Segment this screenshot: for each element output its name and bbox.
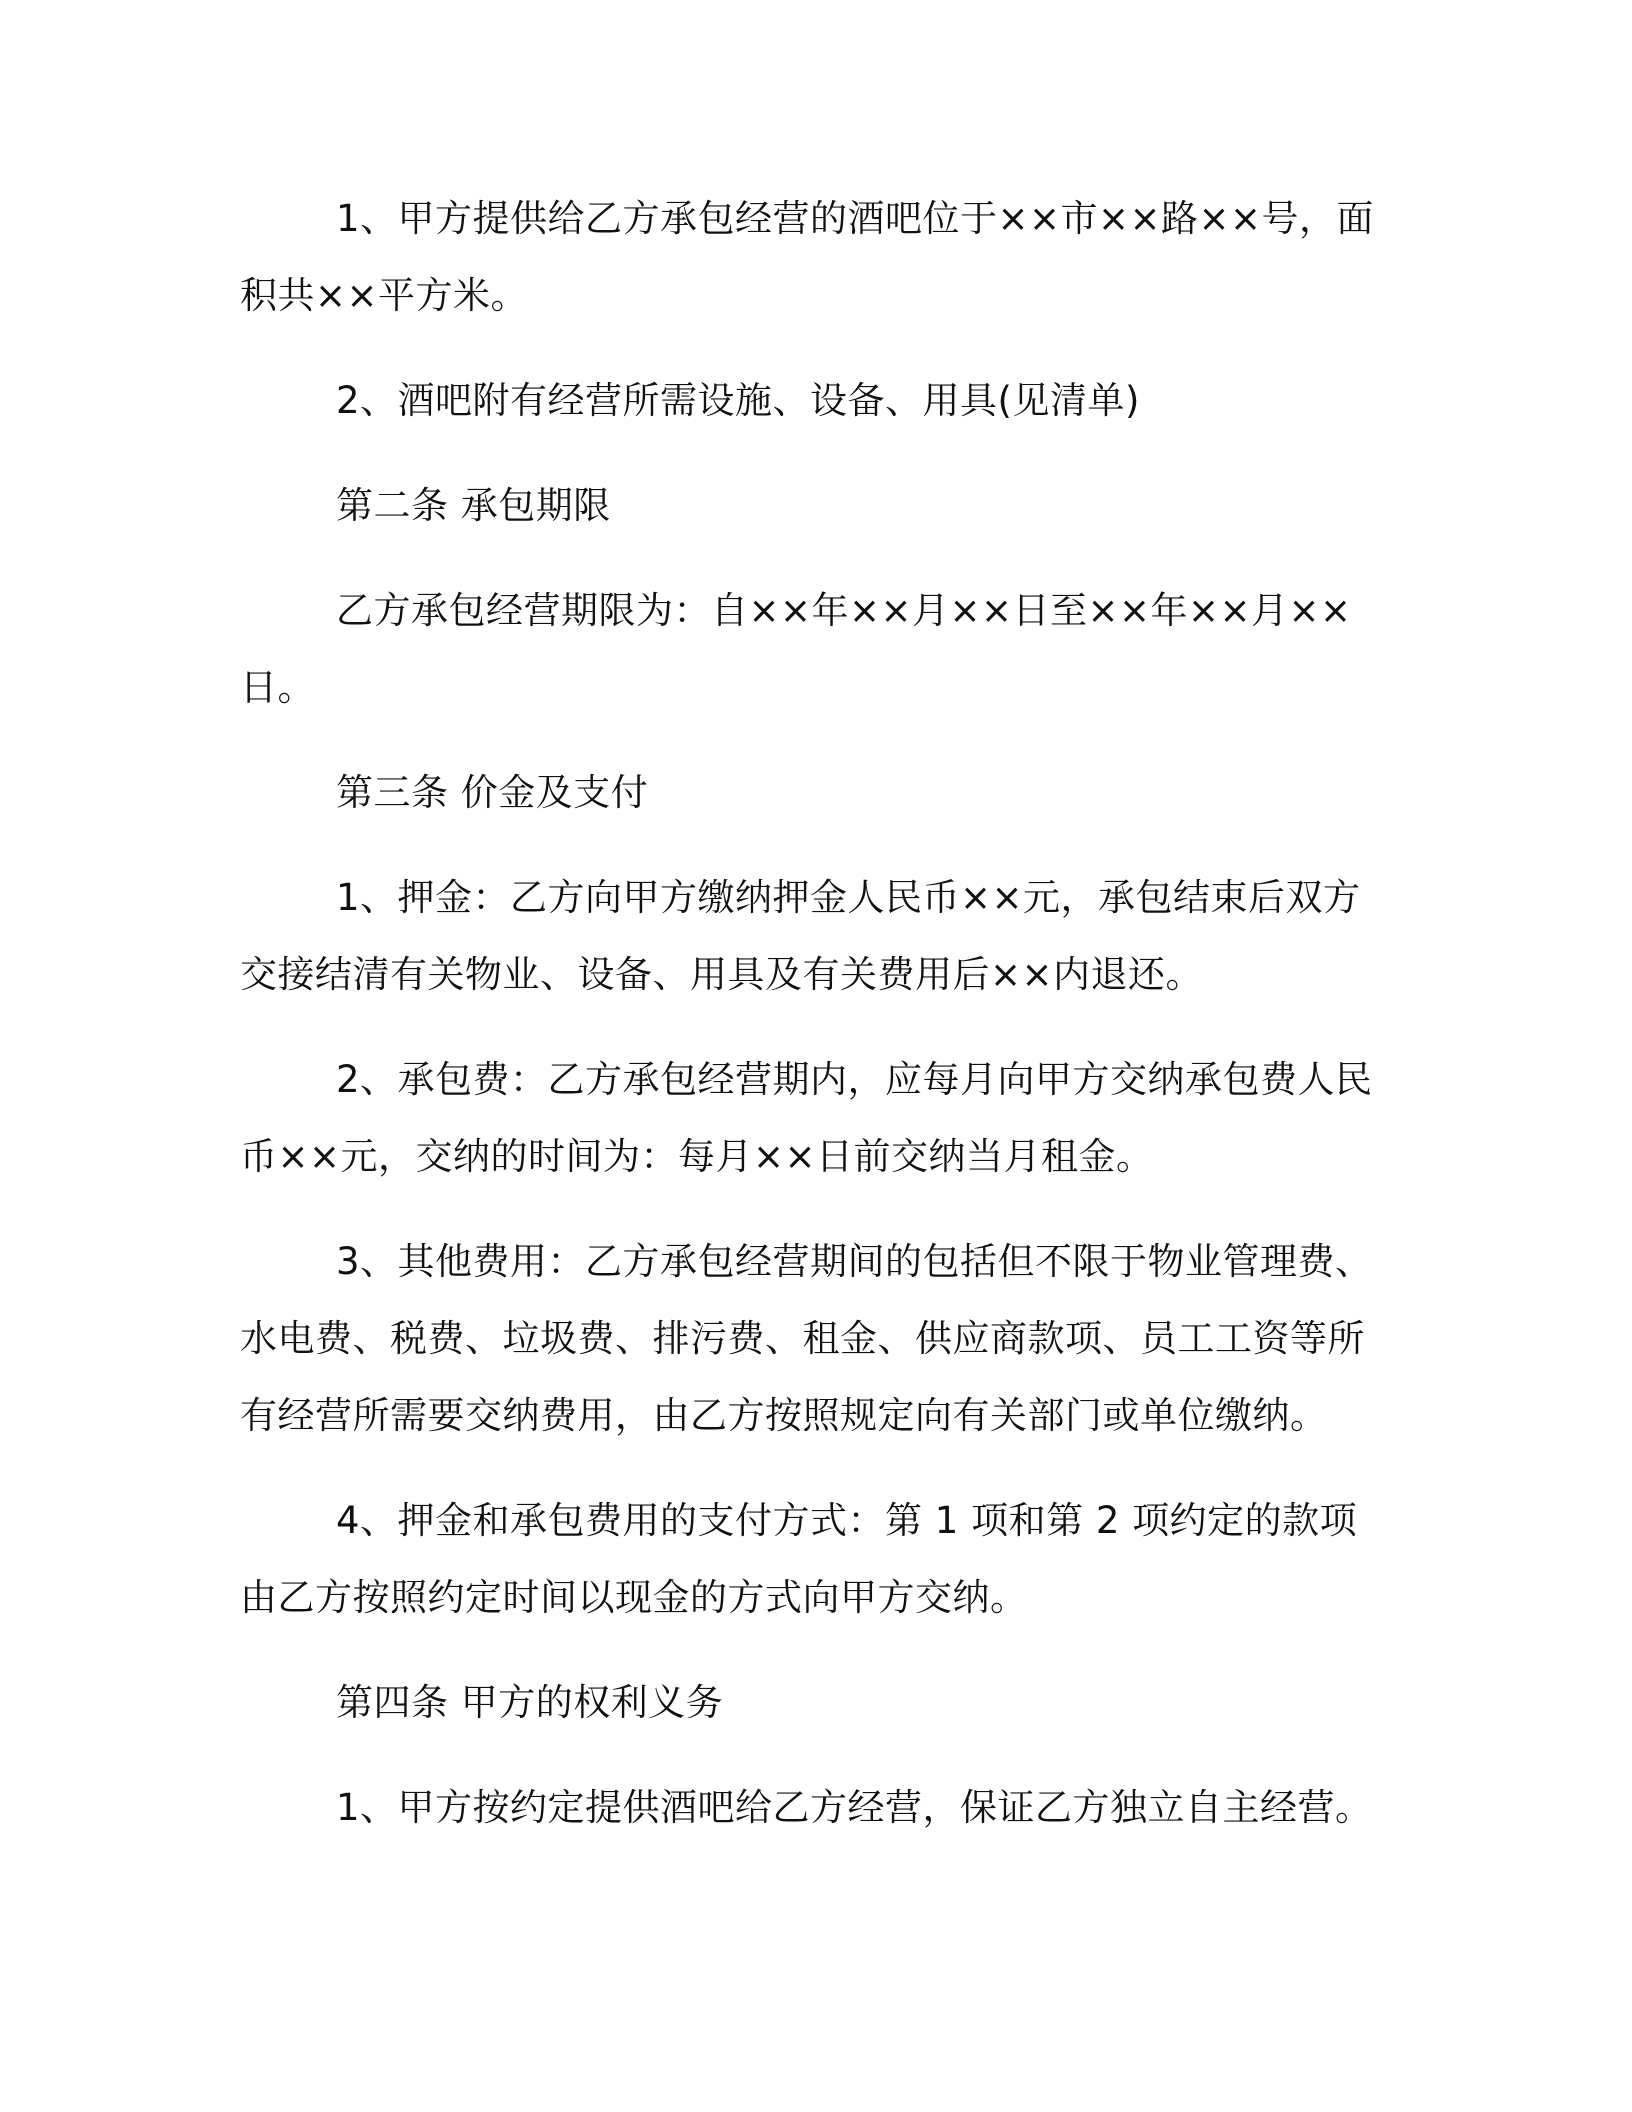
- payment-deposit: 1、押金：乙方向甲方缴纳押金人民币××元，承包结束后双方交接结清有关物业、设备、用具及有关费用后××内退还。: [240, 876, 1361, 996]
- document-body: [240, 180, 1390, 1874]
- party-a-obligation-1: 1、甲方按约定提供酒吧给乙方经营，保证乙方独立自主经营。: [336, 1786, 1373, 1829]
- term-period: 乙方承包经营期限为：自××年××月××日至××年××月××日。: [240, 589, 1352, 709]
- payment-other-fees: 3、其他费用：乙方承包经营期间的包括但不限于物业管理费、水电费、税费、垃圾费、排污费、租金、供应商款项、员工工资等所有经营所需要交纳费用，由乙方按照规定向有关部门或单位缴纳。: [240, 1240, 1373, 1437]
- clause-1-location: 1、甲方提供给乙方承包经营的酒吧位于××市××路××号，面积共××平方米。: [240, 197, 1375, 317]
- clause-2-facilities: 2、酒吧附有经营所需设施、设备、用具(见清单): [336, 379, 1140, 422]
- section-heading-party-a-rights: 第四条 甲方的权利义务: [336, 1681, 724, 1724]
- section-heading-term: 第二条 承包期限: [336, 484, 611, 527]
- payment-method: 4、押金和承包费用的支付方式：第 1 项和第 2 项约定的款项由乙方按照约定时间以现金的方式向甲方交纳。: [240, 1499, 1358, 1619]
- section-heading-payment: 第三条 价金及支付: [336, 771, 649, 814]
- payment-contract-fee: 2、承包费：乙方承包经营期内，应每月向甲方交纳承包费人民币××元，交纳的时间为：每月××日前交纳当月租金。: [240, 1058, 1373, 1178]
